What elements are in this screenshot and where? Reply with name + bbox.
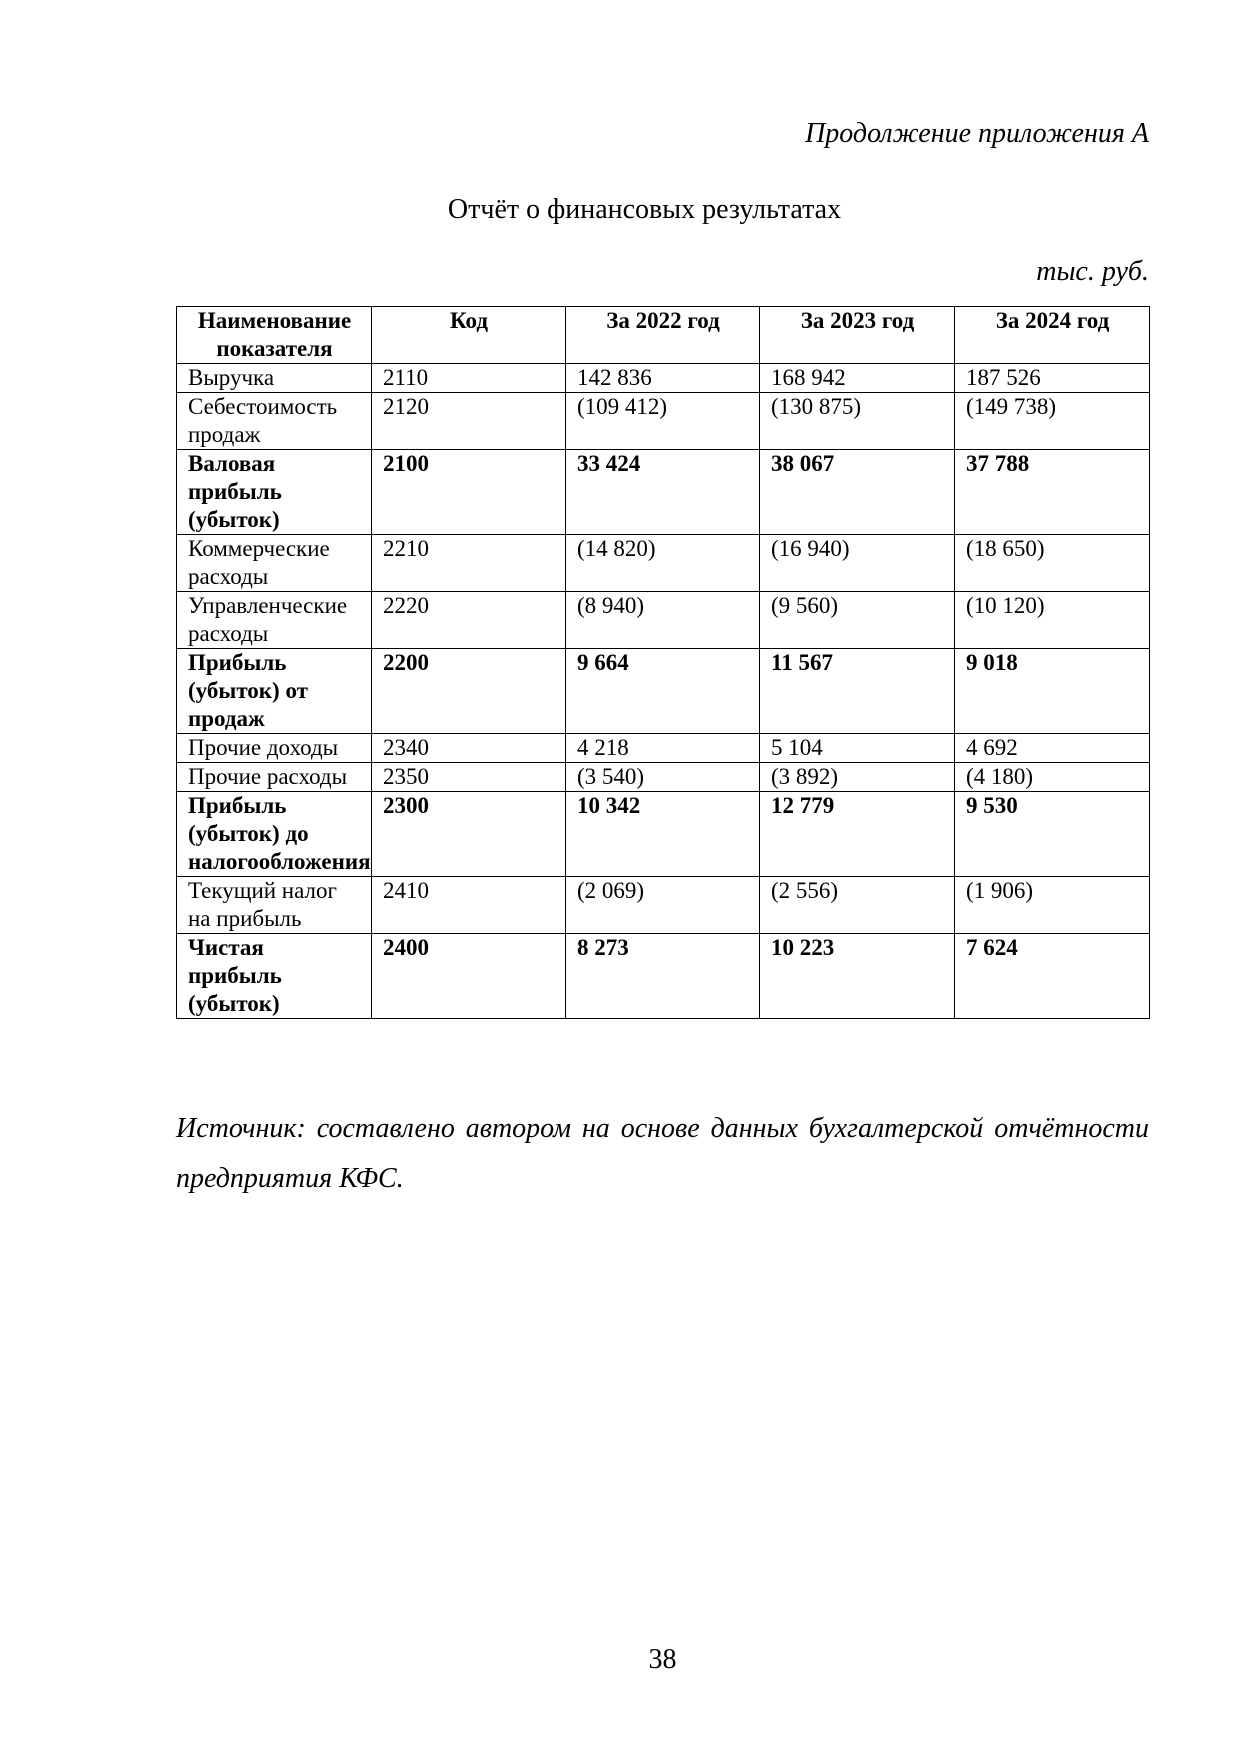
row-name-cell: Прочие доходы bbox=[177, 734, 372, 763]
row-2023-cell: 38 067 bbox=[760, 450, 955, 535]
row-2022-cell: 33 424 bbox=[566, 450, 760, 535]
row-code-cell: 2100 bbox=[372, 450, 566, 535]
row-2024-cell: (149 738) bbox=[955, 393, 1150, 450]
row-2023-cell: (9 560) bbox=[760, 592, 955, 649]
table-header-row bbox=[177, 307, 1150, 364]
row-name-cell: Себестоимость продаж bbox=[177, 393, 372, 450]
row-2024-cell: (1 906) bbox=[955, 877, 1150, 934]
row-2023-cell: 5 104 bbox=[760, 734, 955, 763]
row-name-cell: Чистая прибыль (убыток) bbox=[177, 934, 372, 1019]
row-2023-cell: 11 567 bbox=[760, 649, 955, 734]
row-code-cell: 2120 bbox=[372, 393, 566, 450]
row-name-cell: Прибыль (убыток) от продаж bbox=[177, 649, 372, 734]
row-name-cell: Прочие расходы bbox=[177, 763, 372, 792]
table-row bbox=[177, 763, 1150, 792]
row-2024-cell: (4 180) bbox=[955, 763, 1150, 792]
row-2023-cell: 10 223 bbox=[760, 934, 955, 1019]
table-row bbox=[177, 934, 1150, 1019]
row-code-cell: 2220 bbox=[372, 592, 566, 649]
column-header-2023: За 2023 год bbox=[760, 307, 955, 364]
table-row bbox=[177, 535, 1150, 592]
row-2023-cell: (16 940) bbox=[760, 535, 955, 592]
table-row bbox=[177, 592, 1150, 649]
row-name-cell: Коммерческие расходы bbox=[177, 535, 372, 592]
column-header-code: Код bbox=[372, 307, 566, 364]
units-label: тыс. руб. bbox=[1036, 256, 1149, 287]
row-code-cell: 2350 bbox=[372, 763, 566, 792]
row-2022-cell: 142 836 bbox=[566, 364, 760, 393]
row-name-cell: Валовая прибыль (убыток) bbox=[177, 450, 372, 535]
appendix-label: Продолжение приложения А bbox=[805, 118, 1149, 149]
table-row bbox=[177, 877, 1150, 934]
row-code-cell: 2210 bbox=[372, 535, 566, 592]
row-2024-cell: (10 120) bbox=[955, 592, 1150, 649]
row-name-cell: Управленческие расходы bbox=[177, 592, 372, 649]
row-2023-cell: (2 556) bbox=[760, 877, 955, 934]
source-note: Источник: составлено автором на основе данных бухгалтерской отчётности предприятия КФС. bbox=[176, 1113, 1149, 1194]
row-2024-cell: 4 692 bbox=[955, 734, 1150, 763]
row-code-cell: 2340 bbox=[372, 734, 566, 763]
row-2022-cell: 8 273 bbox=[566, 934, 760, 1019]
row-name-cell: Прибыль (убыток) до налогообложения bbox=[177, 792, 372, 877]
row-2022-cell: 4 218 bbox=[566, 734, 760, 763]
row-2024-cell: (18 650) bbox=[955, 535, 1150, 592]
row-2024-cell: 187 526 bbox=[955, 364, 1150, 393]
row-2022-cell: (8 940) bbox=[566, 592, 760, 649]
row-2023-cell: 12 779 bbox=[760, 792, 955, 877]
row-2024-cell: 9 018 bbox=[955, 649, 1150, 734]
row-2023-cell: (130 875) bbox=[760, 393, 955, 450]
row-name-cell: Выручка bbox=[177, 364, 372, 393]
table-row bbox=[177, 649, 1150, 734]
row-2022-cell: 9 664 bbox=[566, 649, 760, 734]
row-code-cell: 2110 bbox=[372, 364, 566, 393]
row-code-cell: 2200 bbox=[372, 649, 566, 734]
page-number: 38 bbox=[648, 1644, 677, 1675]
table-row bbox=[177, 364, 1150, 393]
document-title: Отчёт о финансовых результатах bbox=[447, 194, 842, 225]
row-2022-cell: (2 069) bbox=[566, 877, 760, 934]
table-row bbox=[177, 450, 1150, 535]
row-2023-cell: 168 942 bbox=[760, 364, 955, 393]
table-row bbox=[177, 734, 1150, 763]
column-header-2022: За 2022 год bbox=[566, 307, 760, 364]
row-name-cell: Текущий налог на прибыль bbox=[177, 877, 372, 934]
row-2022-cell: (3 540) bbox=[566, 763, 760, 792]
financial-results-table bbox=[176, 306, 1150, 1019]
row-code-cell: 2410 bbox=[372, 877, 566, 934]
table-row bbox=[177, 792, 1150, 877]
column-header-name: Наименование показателя bbox=[177, 307, 372, 364]
column-header-2024: За 2024 год bbox=[955, 307, 1150, 364]
row-2022-cell: (14 820) bbox=[566, 535, 760, 592]
table-body bbox=[177, 364, 1150, 1019]
row-2022-cell: (109 412) bbox=[566, 393, 760, 450]
row-2024-cell: 9 530 bbox=[955, 792, 1150, 877]
table-row bbox=[177, 393, 1150, 450]
row-2023-cell: (3 892) bbox=[760, 763, 955, 792]
row-2022-cell: 10 342 bbox=[566, 792, 760, 877]
row-2024-cell: 7 624 bbox=[955, 934, 1150, 1019]
row-code-cell: 2300 bbox=[372, 792, 566, 877]
row-2024-cell: 37 788 bbox=[955, 450, 1150, 535]
row-code-cell: 2400 bbox=[372, 934, 566, 1019]
